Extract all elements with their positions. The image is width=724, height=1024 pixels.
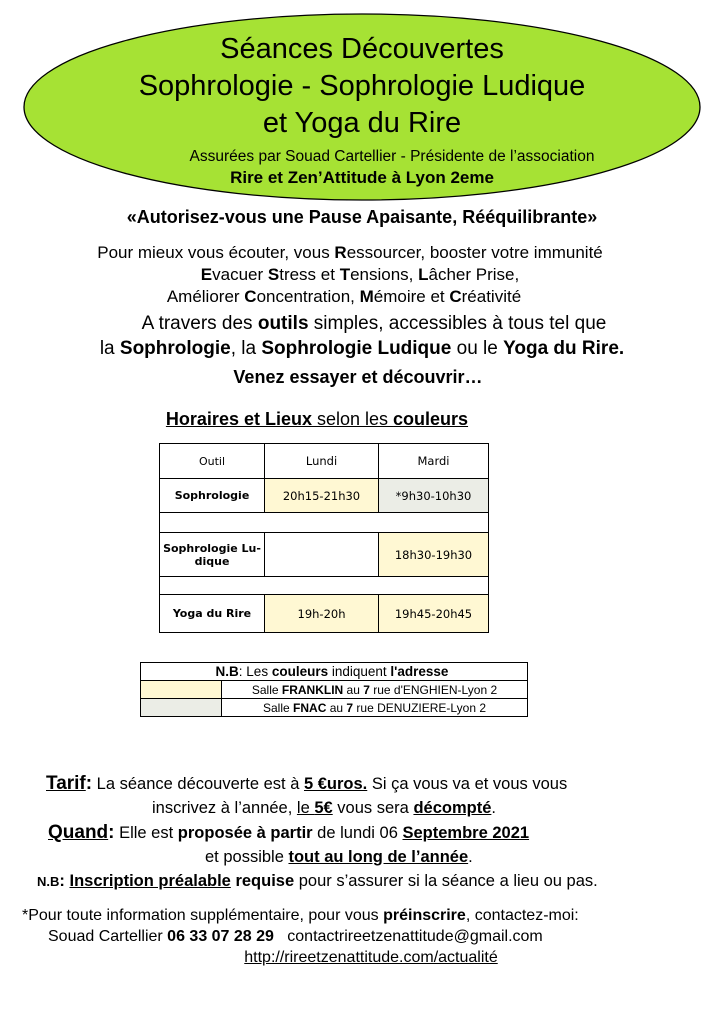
schedule-title: Horaires et Lieux selon les couleurs bbox=[165, 409, 469, 429]
quand-line-1: Quand: Elle est proposée à partir de lundi 06 Septembre 2021 bbox=[48, 822, 530, 843]
intro-line-2: Evacuer Stress et Tensions, Lâcher Prise, bbox=[200, 265, 520, 284]
title-line-1: Séances Découvertes bbox=[220, 33, 504, 65]
legend-address: Salle FNAC au 7 rue DENUZIERE-Lyon 2 bbox=[222, 699, 528, 717]
subtitle-association: Rire et Zen’Attitude à Lyon 2eme bbox=[230, 168, 494, 187]
outil-cell: Yoga du Rire bbox=[160, 595, 265, 633]
mardi-cell: *9h30-10h30 bbox=[379, 479, 489, 513]
legend-row-fnac bbox=[141, 699, 528, 717]
header-outil: Outil bbox=[160, 444, 265, 479]
intro-line-5: la Sophrologie, la Sophrologie Ludique ou le Yoga du Rire. bbox=[99, 338, 625, 359]
table-row bbox=[160, 595, 489, 633]
tarif-line-2: inscrivez à l’année, le 5€ vous sera décompté. bbox=[152, 799, 496, 817]
legend-row-franklin bbox=[141, 681, 528, 699]
quand-line-2: et possible tout au long de l’année. bbox=[205, 848, 473, 866]
table-row bbox=[160, 533, 489, 577]
intro-line-4: A travers des outils simples, accessibles à tous tel que bbox=[141, 313, 607, 334]
spacer-row bbox=[160, 577, 489, 595]
email-address[interactable]: contactrireetzenattitude@gmail.com bbox=[273, 928, 543, 945]
nb-inscription: N.B: Inscription préalable requise pour s’assurer si la séance a lieu ou pas. bbox=[37, 872, 598, 890]
tarif-line-1: Tarif: La séance découverte est à 5 €uros. Si ça vous va et vous vous bbox=[46, 773, 568, 794]
outil-cell: Sophrologie Lu- dique bbox=[160, 533, 265, 577]
legend-address: Salle FRANKLIN au 7 rue d'ENGHIEN-Lyon 2 bbox=[222, 681, 528, 699]
slogan: «Autorisez-vous une Pause Apaisante, Rééquilibrante» bbox=[126, 207, 598, 227]
title-line-2: Sophrologie - Sophrologie Ludique bbox=[138, 70, 586, 102]
website-link[interactable]: http://rireetzenattitude.com/actualité bbox=[244, 949, 498, 966]
table-header-row bbox=[160, 444, 489, 479]
contact-line-2: Souad Cartellier 06 33 07 28 29 contactrireetzenattitude@gmail.com bbox=[48, 928, 543, 945]
schedule-table bbox=[159, 443, 489, 633]
intro-line-6: Venez essayer et découvrir… bbox=[233, 367, 483, 387]
lundi-cell: 19h-20h bbox=[265, 595, 379, 633]
table-row bbox=[160, 479, 489, 513]
grey-swatch bbox=[141, 699, 222, 717]
title-line-3: et Yoga du Rire bbox=[262, 107, 462, 139]
legend-header: N.B: Les couleurs indiquent l'adresse bbox=[141, 663, 528, 681]
legend-header-row bbox=[141, 663, 528, 681]
lundi-cell: 20h15-21h30 bbox=[265, 479, 379, 513]
contact-line-1: *Pour toute information supplémentaire, pour vous préinscrire, contactez-moi: bbox=[22, 907, 579, 924]
yellow-swatch bbox=[141, 681, 222, 699]
outil-cell: Sophrologie bbox=[160, 479, 265, 513]
intro-line-1: Pour mieux vous écouter, vous Ressourcer, booster votre immunité bbox=[97, 243, 603, 262]
lundi-cell bbox=[265, 533, 379, 577]
mardi-cell: 18h30-19h30 bbox=[379, 533, 489, 577]
intro-line-3: Améliorer Concentration, Mémoire et Créativité bbox=[166, 287, 522, 306]
website-row bbox=[0, 948, 724, 968]
mardi-cell: 19h45-20h45 bbox=[379, 595, 489, 633]
header-lundi: Lundi bbox=[265, 444, 379, 479]
subtitle-presidente: Assurées par Souad Cartellier - Présidente de l’association bbox=[189, 148, 595, 165]
spacer-row bbox=[160, 513, 489, 533]
address-legend bbox=[140, 662, 528, 717]
header-mardi: Mardi bbox=[379, 444, 489, 479]
